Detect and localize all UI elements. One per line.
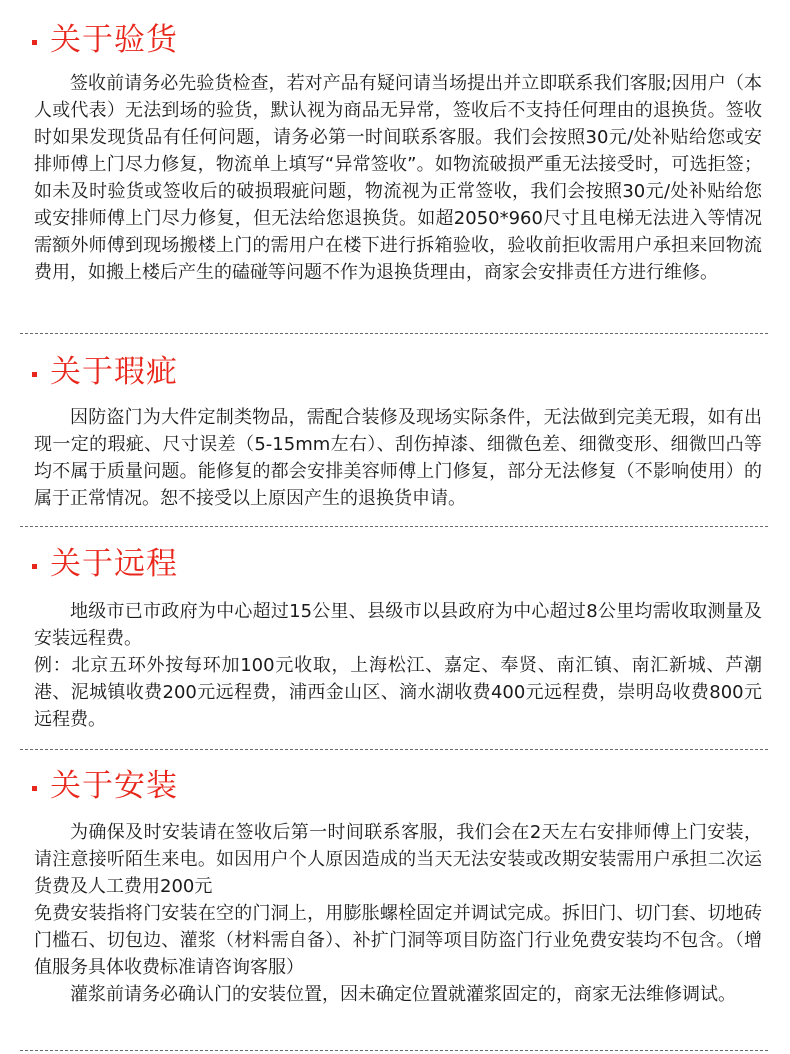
section-paragraph: 免费安装指将门安装在空的门洞上，用膨胀螺栓固定并调试完成。拆旧门、切门套、切地砖门槛石、切包边、灌浆（材料需自备）、补扩门洞等项目防盗门行业免费安装均不包含。（增值服务具体收费标准请咨询客服） (34, 903, 762, 978)
section-heading-remote (32, 542, 178, 586)
section-title: 关于验货 (50, 22, 178, 58)
section-body-remote (34, 598, 762, 733)
section-divider (20, 1050, 768, 1051)
bullet-dot-icon (32, 564, 37, 569)
section-paragraph: 签收前请务必先验货检查，若对产品有疑问请当场提出并立即联系我们客服;因用户（本人或代表）无法到场的验货，默认视为商品无异常，签收后不支持任何理由的退换货。签收时如果发现货品有任何问题，请务必第一时间联系客服。我们会按照30元/处补贴给您或安排师傅上门尽力修复，物流单上填写“异常签收”。如物流破损严重无法接受时，可选拒签；如未及时验货或签收后的破损瑕疵问题，物流视为正常签收，我们会按照30元/处补贴给您或安排师傅上门尽力修复，但无法给您退换货。如超2050*960尺寸且电梯无法进入等情况需额外师傅到现场搬楼上门的需用户在楼下进行拆箱验收，验收前拒收需用户承担来回物流费用，如搬上楼后产生的磕碰等问题不作为退换货理由，商家会安排责任方进行维修。 (34, 73, 762, 283)
section-paragraph: 例：北京五环外按每环加100元收取，上海松江、嘉定、奉贤、南汇镇、南汇新城、芦潮港、泥城镇收费200元远程费，浦西金山区、滴水湖收费400元远程费，崇明岛收费800元远程费。 (34, 655, 762, 730)
section-heading-installation (32, 764, 178, 808)
section-body-defects (34, 404, 762, 512)
section-title: 关于远程 (50, 546, 178, 582)
section-divider (20, 526, 768, 527)
section-body-inspection (34, 70, 762, 286)
bullet-dot-icon (32, 786, 37, 791)
section-paragraph: 灌浆前请务必确认门的安装位置，因未确定位置就灌浆固定的，商家无法维修调试。 (70, 984, 736, 1005)
section-body-installation (34, 819, 762, 1008)
section-title: 关于瑕疵 (50, 354, 178, 390)
section-title: 关于安装 (50, 768, 178, 804)
section-paragraph: 地级市已市政府为中心超过15公里、县级市以县政府为中心超过8公里均需收取测量及安装远程费。 (34, 601, 762, 649)
section-paragraph: 为确保及时安装请在签收后第一时间联系客服，我们会在2天左右安排师傅上门安装，请注意接听陌生来电。如因用户个人原因造成的当天无法安装或改期安装需用户承担二次运货费及人工费用200元 (34, 822, 762, 897)
bullet-dot-icon (32, 40, 37, 45)
section-paragraph: 因防盗门为大件定制类物品，需配合装修及现场实际条件，无法做到完美无瑕，如有出现一定的瑕疵、尺寸误差（5-15mm左右）、刮伤掉漆、细微色差、细微变形、细微凹凸等均不属于质量问题。能修复的都会安排美容师傅上门修复，部分无法修复（不影响使用）的属于正常情况。恕不接受以上原因产生的退换货申请。 (34, 407, 762, 509)
section-heading-inspection (32, 18, 178, 62)
section-heading-defects (32, 350, 178, 394)
section-divider (20, 333, 768, 334)
bullet-dot-icon (32, 372, 37, 377)
section-divider (20, 749, 768, 750)
